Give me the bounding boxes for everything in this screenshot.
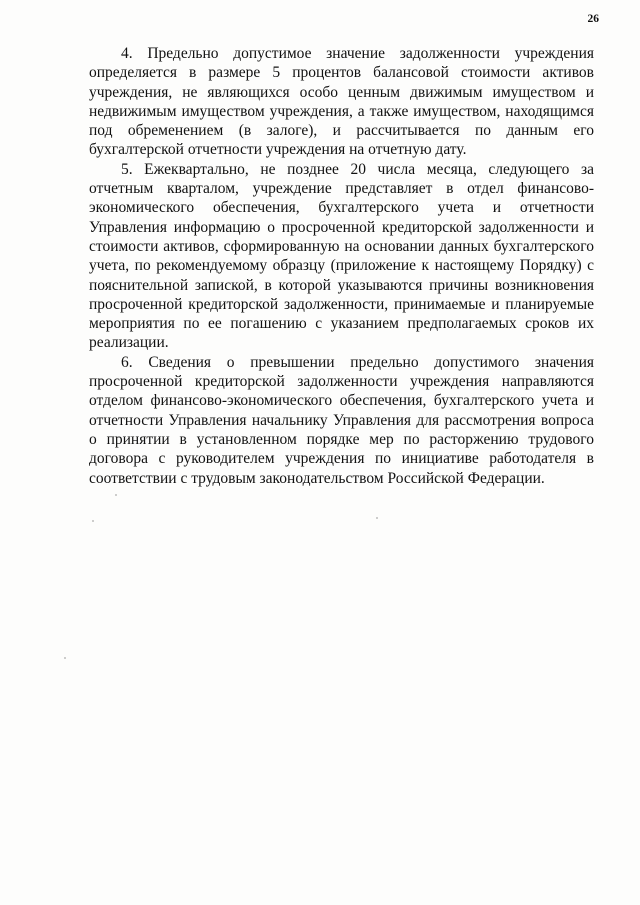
scan-speck: [92, 520, 94, 522]
paragraph-5: 5. Ежеквартально, не позднее 20 числа месяца, следующего за отчетным кварталом, учреждение представляет в отдел финансово-экономического обеспечения, бухгалтерского учета и отчетности Управления информацию о просроченной кредиторской задолженности и стоимости активов, сформированную на основании данных бухгалтерского учета, по рекомендуемому образцу (приложение к настоящему Порядку) с пояснительной запиской, в которой указываются причины возникновения просроченной кредиторской задолженности, принимаемые и планируемые мероприятия по ее погашению с указанием предполагаемых сроков их реализации.: [89, 160, 594, 352]
scan-speck: [115, 494, 117, 496]
page-number: 26: [587, 13, 599, 25]
scan-speck: [376, 517, 378, 519]
paragraph-4: 4. Предельно допустимое значение задолженности учреждения определяется в размере 5 процентов балансовой стоимости активов учреждения, не являющихся особо ценным движимым имуществом и недвижимым имуществом учреждения, а также имуществом, находящимся под обременением (в залоге), и рассчитывается по данным его бухгалтерской отчетности учреждения на отчетную дату.: [89, 45, 594, 159]
document-body: [89, 44, 594, 488]
paragraph-6: 6. Сведения о превышении предельно допустимого значения просроченной кредиторской задолженности учреждения направляются отделом финансово-экономического обеспечения, бухгалтерского учета и отчетности Управления начальнику Управления для рассмотрения вопроса о принятии в установленном порядке мер по расторжению трудового договора с руководителем учреждения по инициативе работодателя в соответствии с трудовым законодательством Российской Федерации.: [89, 353, 594, 487]
scan-speck: [64, 657, 66, 659]
